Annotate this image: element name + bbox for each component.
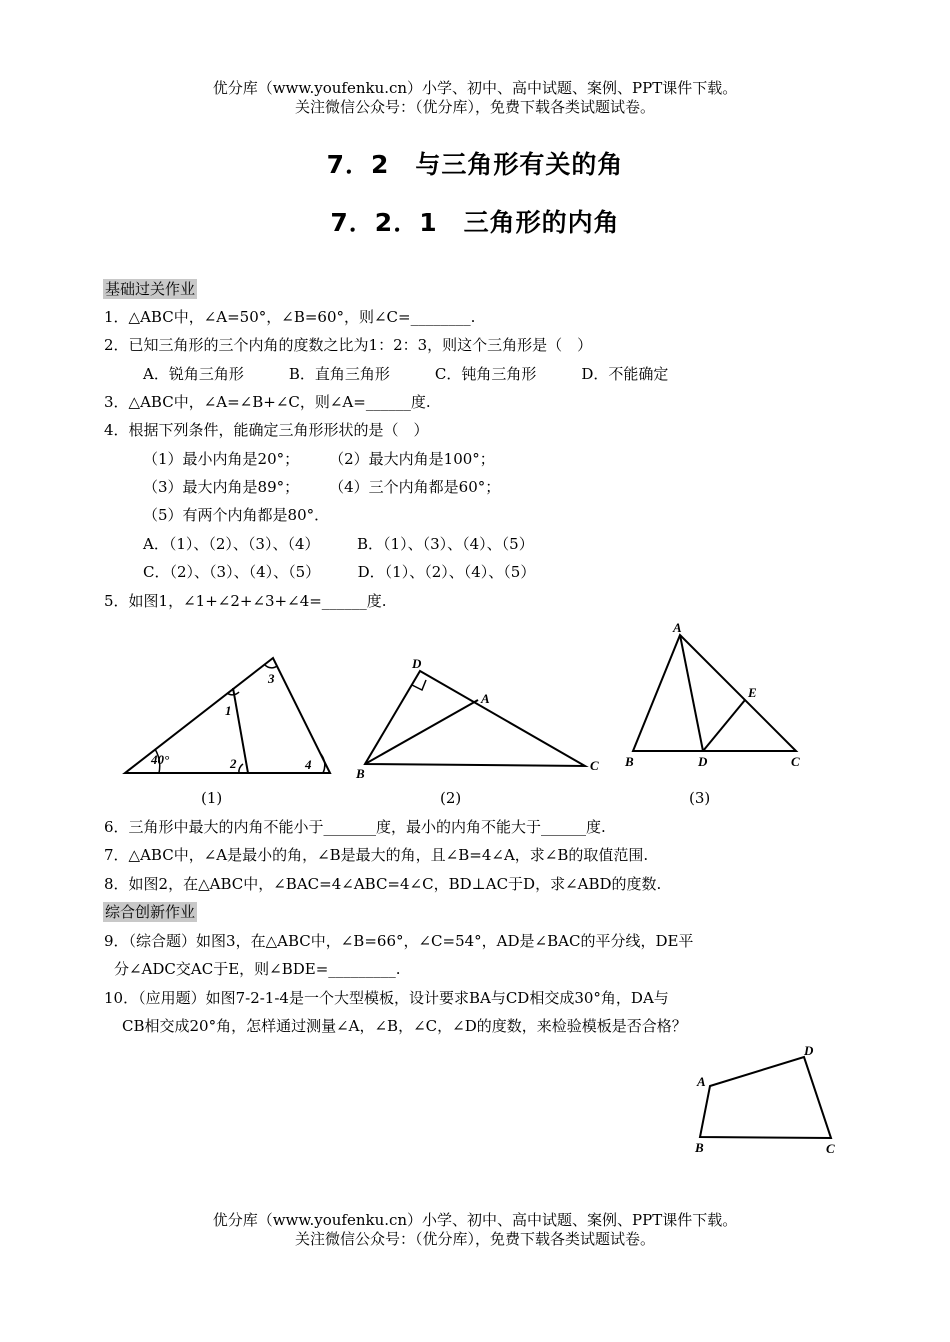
question-7: 7．△ABC中，∠A是最小的角，∠B是最大的角，且∠B=4∠A，求∠B的取值范围. [104, 846, 649, 864]
question-3: 3．△ABC中，∠A=∠B+∠C，则∠A=______度. [104, 393, 431, 411]
fig2-line-ba [365, 700, 478, 764]
fig2-label-a: A [481, 691, 490, 706]
question-4: 4．根据下列条件，能确定三角形形状的是（ ） [104, 421, 429, 439]
fig2-label-d: D [412, 656, 422, 671]
fig3-line-de [703, 700, 745, 751]
figure-1-caption: (1) [201, 789, 223, 807]
question-2: 2．已知三角形的三个内角的度数之比为1：2：3，则这个三角形是（ ） [104, 336, 593, 354]
fig3-label-c: C [791, 754, 800, 769]
fig4-label-d: D [804, 1043, 814, 1058]
fig4-label-b: B [695, 1140, 704, 1155]
question-2-options: A．锐角三角形 B．直角三角形 C．钝角三角形 D．不能确定 [143, 365, 669, 383]
fig3-line-ad [680, 635, 703, 751]
section-basic-heading: 基础过关作业 [105, 280, 196, 298]
fig3-label-e: E [748, 685, 757, 700]
fig1-label-1: 1 [225, 703, 232, 718]
fig4-quadrilateral [700, 1057, 831, 1138]
fig2-label-c: C [590, 758, 599, 773]
figure-1 [115, 650, 345, 780]
figure-3 [618, 618, 818, 774]
figure-2-caption: (2) [440, 789, 462, 807]
question-4-conditions-3: （5）有两个内角都是80°． [143, 506, 330, 524]
fig1-label-4: 4 [305, 757, 312, 772]
fig2-label-b: B [356, 766, 365, 780]
question-6: 6．三角形中最大的内角不能小于_______度，最小的内角不能大于______度. [104, 818, 606, 836]
page-title: 7．2 与三角形有关的角 [326, 150, 624, 179]
fig3-triangle [633, 635, 796, 751]
fig3-label-b: B [625, 754, 634, 769]
footer-line-1: 优分库（www.youfenku.cn）小学、初中、高中试题、案例、PPT课件下载。 [212, 1211, 738, 1229]
fig4-label-c: C [826, 1141, 835, 1156]
question-4-conditions-2: （3）最大内角是89°； （4）三个内角都是60°； [143, 478, 501, 496]
figure-3-caption: (3) [689, 789, 711, 807]
question-8: 8．如图2，在△ABC中，∠BAC=4∠ABC=4∠C，BD⊥AC于D，求∠ABD的度数. [104, 875, 662, 893]
fig1-label-2: 2 [230, 756, 237, 771]
question-4-conditions-1: （1）最小内角是20°； （2）最大内角是100°； [143, 450, 495, 468]
question-5: 5．如图1，∠1+∠2+∠3+∠4=______度. [104, 592, 387, 610]
fig3-label-d: D [698, 754, 708, 769]
header-line-1: 优分库（www.youfenku.cn）小学、初中、高中试题、案例、PPT课件下载。 [212, 79, 738, 97]
fig1-angle-3-arc [265, 665, 277, 668]
question-1: 1．△ABC中，∠A=50°，∠B=60°，则∠C=________. [104, 308, 476, 326]
page-subtitle: 7．2．1 三角形的内角 [330, 208, 620, 237]
fig1-label-40: 40° [151, 752, 170, 767]
fig1-angle-2-arc [239, 764, 243, 773]
question-4-options-ab: A．（1）、（2）、（3）、（4） B．（1）、（3）、（4）、（5） [143, 535, 534, 553]
footer-line-2: 关注微信公众号：（优分库），免费下载各类试题试卷。 [294, 1230, 655, 1248]
question-9-line-2: 分∠ADC交AC于E，则∠BDE=_________. [114, 960, 401, 978]
fig1-label-3: 3 [268, 671, 275, 686]
fig2-triangle [365, 671, 585, 766]
figure-4-template [690, 1040, 850, 1160]
question-9-line-1: 9．（综合题）如图3，在△ABC中，∠B=66°，∠C=54°，AD是∠BAC的平分线，DE平 [104, 932, 694, 950]
header-line-2: 关注微信公众号：（优分库），免费下载各类试题试卷。 [294, 98, 655, 116]
section-comprehensive-heading: 综合创新作业 [105, 903, 196, 921]
question-10-line-2: CB相交成20°角，怎样通过测量∠A，∠B，∠C，∠D的度数，来检验模板是否合格？ [122, 1017, 687, 1035]
question-4-options-cd: C．（2）、（3）、（4）、（5） D．（1）、（2）、（4）、（5） [143, 563, 536, 581]
fig4-label-a: A [697, 1074, 706, 1089]
fig3-label-a: A [673, 620, 682, 635]
question-10-line-1: 10．（应用题）如图7-2-1-4是一个大型模板，设计要求BA与CD相交成30°角，DA与 [104, 989, 669, 1007]
figure-2 [350, 652, 610, 780]
